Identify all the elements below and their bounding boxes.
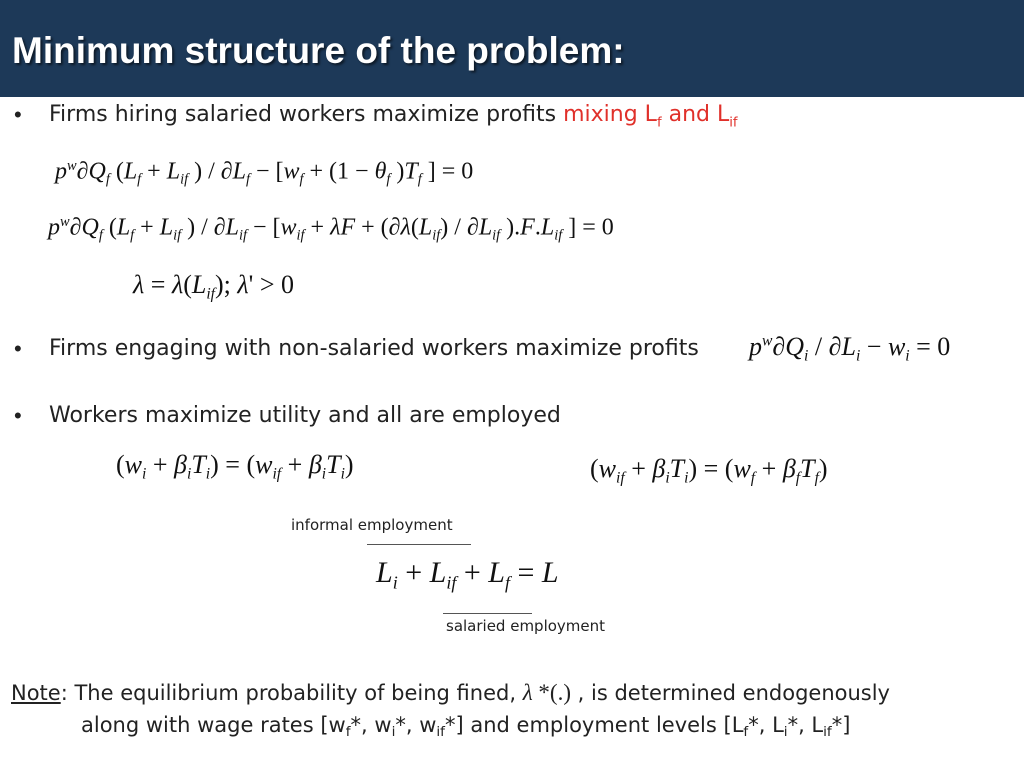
equation-utility-2: $(w_{if} + \beta_iT_i) = (w_f + \beta_fT_f)$ bbox=[590, 454, 828, 487]
salaried-bracket-line bbox=[443, 613, 532, 614]
informal-bracket-line bbox=[367, 544, 471, 545]
equation-profit-informal: $p^w\partial Q_f$ ($L_f + L_{if}$ ) / $\partial L_{if} - [w_{if} + \lambda F + (\partial\lambda(L_{if}) / \partial L_{if}$ )$.F.L_{if}$ ] = 0 bbox=[48, 214, 614, 244]
bullet-1 bbox=[49, 102, 738, 130]
bullet-3: Workers maximize utility and all are employed bbox=[49, 403, 561, 428]
bullet-marker-3: • bbox=[14, 403, 22, 428]
label-salaried-employment: salaried employment bbox=[446, 617, 606, 635]
equation-profit-nonsalaried: $p^w\partial Q_i / \partial L_i - w_i = 0$ bbox=[749, 332, 951, 365]
bullet-marker-2: • bbox=[14, 336, 22, 361]
equation-profit-salaried: $p^w\partial Q_f$ ($L_f + L_{if}$ ) / $\partial L_f - [w_f + (1 - \theta_f$ )$T_f$ ] = 0 bbox=[55, 158, 474, 188]
equation-utility-1: $(w_i + \beta_iT_i) = (w_{if} + \beta_iT_i)$ bbox=[116, 450, 354, 483]
note-line-1: Note: The equilibrium probability of being fined, λ *(.) , is determined endogenously bbox=[11, 680, 890, 705]
lambda-star-symbol: λ *(.) bbox=[522, 680, 571, 705]
page-title: Minimum structure of the problem: bbox=[12, 30, 625, 71]
bullet-1-highlight: mixing $L_f$ and $L_{if}$ bbox=[563, 102, 738, 131]
bullet-1-text: Firms hiring salaried workers maximize profits bbox=[49, 102, 564, 127]
title-bar bbox=[0, 0, 1024, 97]
equation-lambda: $\lambda = \lambda(L_{if})$; λ' > 0 bbox=[133, 270, 295, 303]
equation-labor-total: $L_i + L_{if} + L_f = L$ bbox=[376, 556, 559, 593]
note-label: Note bbox=[11, 681, 61, 705]
bullet-marker-1: • bbox=[14, 102, 22, 127]
bullet-2: Firms engaging with non-salaried workers maximize profits bbox=[49, 336, 699, 361]
label-informal-employment: informal employment bbox=[291, 516, 453, 534]
note-line-2: along with wage rates [$w_f*$, $w_i*$, $w_{if}*$] and employment levels [$L_f*$, $L_i*$, $L_{if}*$] bbox=[81, 713, 851, 741]
